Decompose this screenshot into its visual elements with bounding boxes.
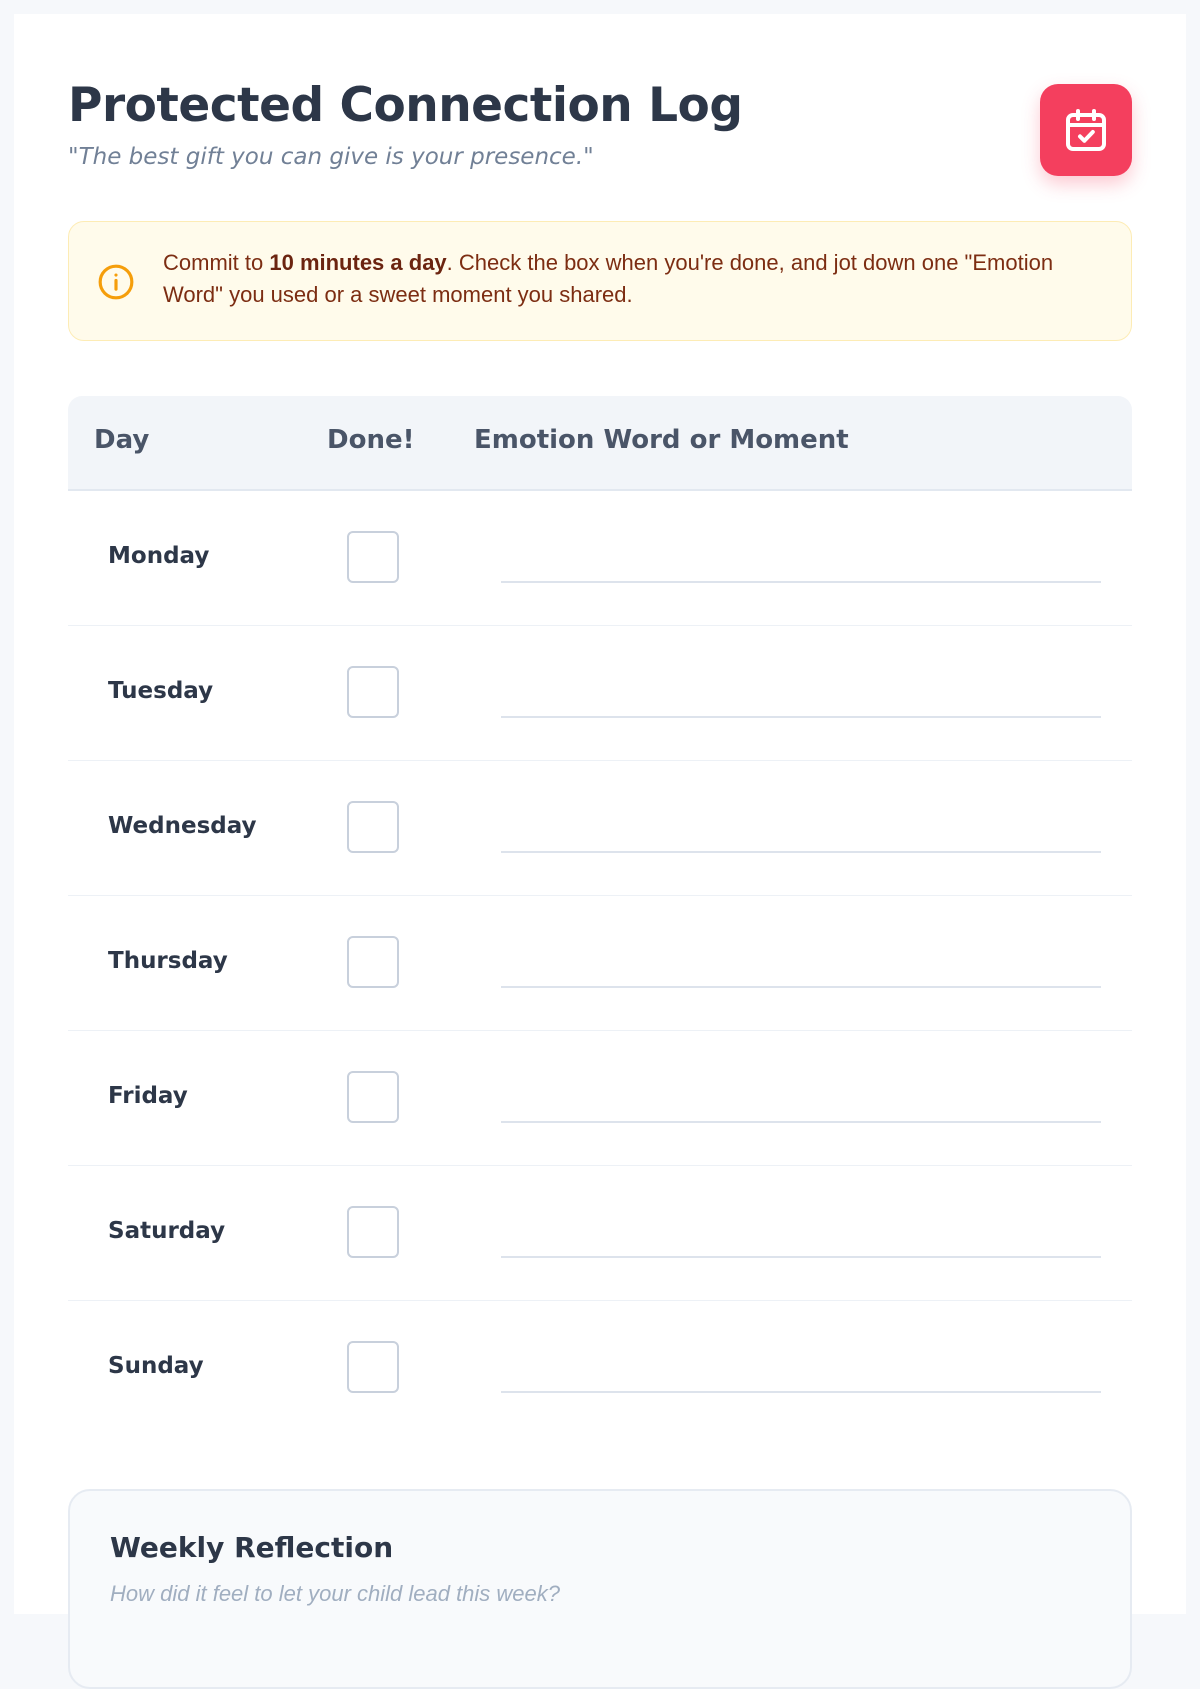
moment-input-sunday[interactable] [501,1353,1101,1393]
table-row-sunday [68,1301,1132,1435]
header-moment: Emotion Word or Moment [474,425,849,455]
page-subtitle: "The best gift you can give is your presence." [68,144,594,170]
table-row-saturday [68,1166,1132,1301]
reflection-prompt[interactable]: How did it feel to let your child lead this week? [110,1581,561,1606]
table-header [68,396,1132,491]
day-label: Tuesday [108,678,214,704]
day-label: Wednesday [108,813,257,839]
done-checkbox-saturday[interactable] [347,1206,399,1258]
table-row-thursday [68,896,1132,1031]
notice-text [163,247,1083,311]
notice-text-before: Commit to [163,250,270,275]
table-row-monday [68,491,1132,626]
done-checkbox-wednesday[interactable] [347,801,399,853]
header-day: Day [94,425,150,455]
connection-table [68,396,1132,1435]
day-label: Friday [108,1083,188,1109]
done-checkbox-monday[interactable] [347,531,399,583]
day-label: Saturday [108,1218,226,1244]
header-done: Done! [327,425,415,455]
done-checkbox-tuesday[interactable] [347,666,399,718]
info-circle-icon [97,263,135,301]
reflection-title: Weekly Reflection [110,1531,394,1564]
moment-input-tuesday[interactable] [501,678,1101,718]
done-checkbox-friday[interactable] [347,1071,399,1123]
moment-input-thursday[interactable] [501,948,1101,988]
weekly-reflection-panel [68,1489,1132,1689]
day-label: Thursday [108,948,228,974]
calendar-check-icon [1062,106,1110,154]
moment-input-friday[interactable] [501,1083,1101,1123]
table-row-wednesday [68,761,1132,896]
done-checkbox-sunday[interactable] [347,1341,399,1393]
moment-input-monday[interactable] [501,543,1101,583]
page-title: Protected Connection Log [68,78,743,133]
notice-text-after: . Check the box when you're done, and jot down one "Emotion Word" you used or a sweet moment you shared. [163,250,1054,307]
moment-input-wednesday[interactable] [501,813,1101,853]
instruction-notice [68,221,1132,341]
table-row-tuesday [68,626,1132,761]
done-checkbox-thursday[interactable] [347,936,399,988]
day-label: Monday [108,543,210,569]
calendar-button[interactable] [1040,84,1132,176]
log-card [14,14,1186,1614]
day-label: Sunday [108,1353,204,1379]
page-header [68,68,1132,188]
table-row-friday [68,1031,1132,1166]
notice-text-emphasis: 10 minutes a day [269,250,447,275]
moment-input-saturday[interactable] [501,1218,1101,1258]
